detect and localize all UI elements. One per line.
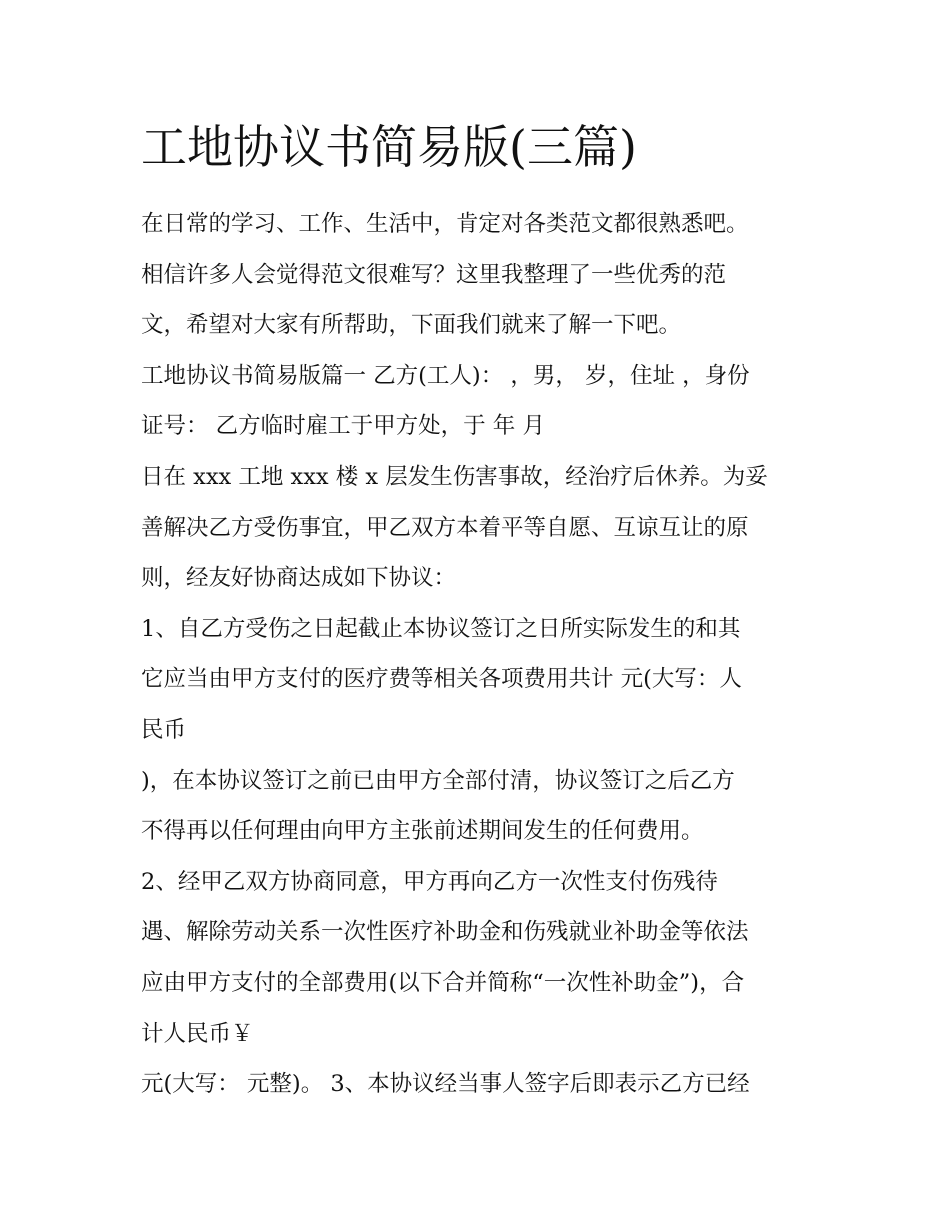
body-line: 在日常的学习、工作、生活中，肯定对各类范文都很熟悉吧。 xyxy=(141,211,749,237)
body-line: 2、经甲乙双方协商同意，甲方再向乙方一次性支付伤残待 xyxy=(141,868,718,895)
body-line: 善解决乙方受伤事宜，甲乙双方本着平等自愿、互谅互让的原 xyxy=(141,514,749,541)
body-line: 证号： 乙方临时雇工于甲方处，于 年 月 xyxy=(141,413,545,440)
body-line: 遇、解除劳动关系一次性医疗补助金和伤残就业补助金等依法 xyxy=(141,919,749,946)
document-body xyxy=(141,199,831,1110)
body-line: 日在 xxx 工地 xxx 楼 x 层发生伤害事故，经治疗后休养。为妥 xyxy=(141,463,768,490)
body-line: 不得再以任何理由向甲方主张前述期间发生的任何费用。 xyxy=(141,818,704,845)
body-line: 应由甲方支付的全部费用(以下合并简称“一次性补助金”)，合 xyxy=(141,969,745,996)
body-line: 文，希望对大家有所帮助，下面我们就来了解一下吧。 xyxy=(141,312,682,339)
body-line: )，在本协议签订之前已由甲方全部付清，协议签订之后乙方 xyxy=(141,767,735,794)
body-line: 它应当由甲方支付的医疗费等相关各项费用共计 元(大写：人 xyxy=(141,666,742,693)
body-line: 元(大写： 元整)。 3、本协议经当事人签字后即表示乙方已经 xyxy=(141,1071,750,1098)
body-line: 计人民币￥ xyxy=(141,1020,254,1047)
body-line: 则，经友好协商达成如下协议： xyxy=(141,565,457,592)
body-line: 民币 xyxy=(141,716,187,743)
document-title: 工地协议书简易版(三篇) xyxy=(141,120,637,174)
body-line: 工地协议书简易版篇一 乙方(工人)： ，男， 岁，住址 ，身份 xyxy=(141,362,750,389)
body-line: 相信许多人会觉得范文很难写？这里我整理了一些优秀的范 xyxy=(141,261,727,288)
body-line: 1、自乙方受伤之日起截止本协议签订之日所实际发生的和其 xyxy=(141,615,741,642)
